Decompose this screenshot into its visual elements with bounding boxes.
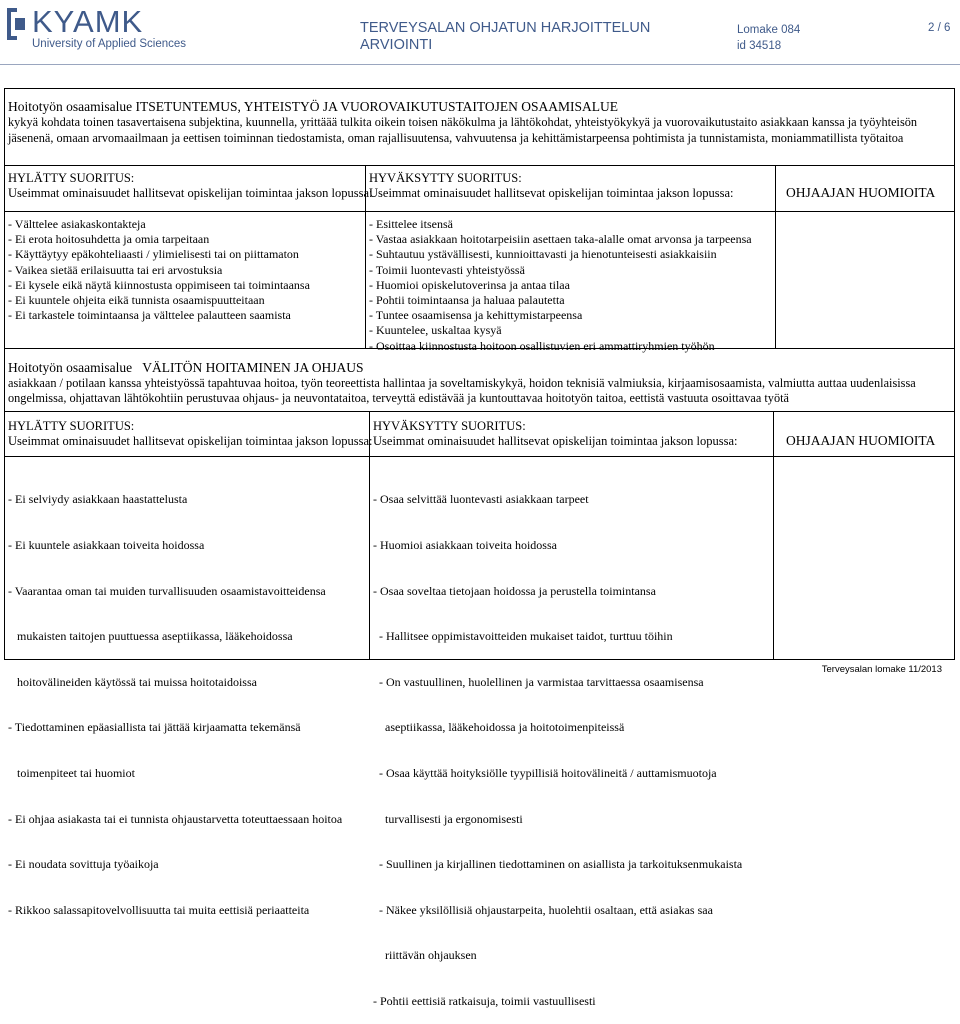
section1-rejected-label: HYLÄTTY SUORITUS: xyxy=(8,171,135,185)
list-item: - Ei noudata sovittuja työaikoja xyxy=(8,857,159,872)
header-divider xyxy=(0,64,960,65)
document-title-line2: ARVIOINTI xyxy=(360,37,433,53)
list-item: - Kuuntelee, uskaltaa kysyä xyxy=(369,323,502,338)
list-item: - Pohtii toimintaansa ja haluaa palautetta xyxy=(369,292,565,307)
list-item: - Suhtautuu ystävällisesti, kunnioittavasti ja hienotunteisesti asiakkaisiin xyxy=(369,247,717,262)
form-label: Lomake 084 xyxy=(737,24,801,36)
section1-notes-label: OHJAAJAN HUOMIOITA xyxy=(786,185,936,200)
list-item: - Käyttäytyy epäkohteliaasti / ylimielisesti tai on piittamaton xyxy=(8,247,299,262)
list-item: - Ei ohjaa asiakasta tai ei tunnista ohjaustarvetta toteuttaessaan hoitoa xyxy=(8,811,343,826)
section2-title-prefix: Hoitotyön osaamisalue xyxy=(8,360,133,375)
row-divider xyxy=(4,211,955,212)
column-divider xyxy=(775,165,776,348)
section2-title xyxy=(8,360,364,375)
section1-accepted-label: HYVÄKSYTTY SUORITUS: xyxy=(369,171,522,185)
list-item: - Osaa selvittää luontevasti asiakkaan tarpeet xyxy=(373,492,589,507)
kyamk-logo xyxy=(4,4,187,52)
section2-description-line1: asiakkaan / potilaan kanssa yhteistyössä tapahtuvaa hoitoa, työn teoreettista hallintaa ja soveltamiskykyä, hoidon teknisiä valmiuksia, kirjaamisosaamista, valmiutta auttaa uudenlaisissa xyxy=(8,376,916,390)
list-item: - Vastaa asiakkaan hoitotarpeisiin asettaen taka-alalle omat arvonsa ja tarpeensa xyxy=(369,232,752,247)
row-divider xyxy=(4,411,955,412)
list-item: - Vaikea sietää erilaisuutta tai eri arvostuksia xyxy=(8,262,223,277)
list-item: - Ei kuuntele ohjeita eikä tunnista osaamispuutteitaan xyxy=(8,292,265,307)
section1-rejected-list xyxy=(8,217,310,323)
list-item: - On vastuullinen, huolellinen ja varmistaa tarvittaessa osaamisensa xyxy=(373,674,704,689)
list-item: - Rikkoo salassapitovelvollisuutta tai muita eettisiä periaatteita xyxy=(8,902,310,917)
section2-title-name: VÄLITÖN HOITAMINEN JA OHJAUS xyxy=(142,360,364,375)
section1-title: Hoitotyön osaamisalue ITSETUNTEMUS, YHTEISTYÖ JA VUOROVAIKUTUSTAITOJEN OSAAMISALUE xyxy=(8,99,619,114)
list-item: turvallisesti ja ergonomisesti xyxy=(373,811,523,826)
list-item: hoitovälineiden käytössä tai muissa hoitotaidoissa xyxy=(8,674,257,689)
section2-description-line2: ongelmissa, ohjattavan lähtökohtiin perustuvaa ohjaus- ja neuvontataitoa, terveyttä edistävää ja kuntouttavaa hoitotyön taitoa, eettistä vastuuta osoittavaa työtä xyxy=(8,391,789,405)
list-item: - Vaarantaa oman tai muiden turvallisuuden osaamistavoitteidensa xyxy=(8,583,326,598)
list-item: - Ei tarkastele toimintaansa ja välttelee palautteen saamista xyxy=(8,308,291,323)
list-item: - Ei kysele eikä näytä kiinnostusta oppimiseen tai toimintaansa xyxy=(8,277,310,292)
list-item: - Ei kuuntele asiakkaan toiveita hoidossa xyxy=(8,538,205,552)
kyamk-logo-icon xyxy=(4,6,28,42)
section2-notes-label: OHJAAJAN HUOMIOITA xyxy=(786,433,936,448)
section1-accepted-subtitle: Useimmat ominaisuudet hallitsevat opiskelijan toimintaa jakson lopussa: xyxy=(369,186,734,200)
list-item: - Hallitsee oppimistavoitteiden mukaiset taidot, turttuu töihin xyxy=(373,629,673,644)
list-item: - Välttelee asiakaskontakteja xyxy=(8,217,146,231)
list-item: - Osaa käyttää hoityksiölle tyypillisiä hoitovälineitä / auttamismuotoja xyxy=(373,765,717,780)
list-item: mukaisten taitojen puuttuessa aseptiikassa, lääkehoidossa xyxy=(8,629,293,644)
list-item: - Toimii luontevasti yhteistyössä xyxy=(369,262,525,277)
form-id: id 34518 xyxy=(737,40,782,52)
list-item: - Pohtii eettisiä ratkaisuja, toimii vastuullisesti xyxy=(373,993,596,1008)
row-divider xyxy=(4,456,955,457)
section1-description-line2: jäsenenä, omaan arvomaailmaan ja eettisen toiminnan tiedostamista, oman rajallisuutensa, vahvuutensa ja kehittämistarpeensa pohtimista ja tunnistamista, moniammatillista työtaitoa xyxy=(8,131,904,145)
section1-description-line1: kykyä kohdata toinen tasavertaisena subjektina, kuunnella, yrittäää tulkita oikein toisen näkökulma ja lähtökohdat, yhteistyökykyä ja vuorovaikutustaito asiakkaan kanssa ja työyhteisön xyxy=(8,115,918,129)
section2-accepted-label: HYVÄKSYTTY SUORITUS: xyxy=(373,419,526,433)
row-divider xyxy=(4,165,955,166)
logo-wordmark: KYAMK xyxy=(32,4,144,39)
column-divider xyxy=(773,411,774,660)
footer-note: Terveysalan lomake 11/2013 xyxy=(821,664,942,675)
section2-accepted-list xyxy=(373,462,742,1024)
logo-subtitle: University of Applied Sciences xyxy=(32,38,187,50)
list-item: - Huomioi opiskelutoverinsa ja antaa tilaa xyxy=(369,277,570,292)
list-item: - Osaa soveltaa tietojaan hoidossa ja perustella toimintansa xyxy=(373,583,656,598)
form-info xyxy=(737,22,800,54)
section2-rejected-subtitle: Useimmat ominaisuudet hallitsevat opiskelijan toimintaa jakson lopussa: xyxy=(8,434,373,448)
list-item: - Tiedottaminen epäasiallista tai jättää kirjaamatta tekemänsä xyxy=(8,720,301,735)
document-title-line1: TERVEYSALAN OHJATUN HARJOITTELUN xyxy=(360,20,651,36)
section2-rejected-label: HYLÄTTY SUORITUS: xyxy=(8,419,135,433)
list-item: - Esittelee itsensä xyxy=(369,217,453,231)
list-item: - Ei erota hoitosuhdetta ja omia tarpeitaan xyxy=(8,232,210,247)
list-item: - Näkee yksilöllisiä ohjaustarpeita, huolehtii osaltaan, että asiakas saa xyxy=(373,902,713,917)
list-item: - Ei selviydy asiakkaan haastattelusta xyxy=(8,492,188,507)
list-item: - Osoittaa kiinnostusta hoitoon osallistuvien eri ammattiryhmien työhön xyxy=(369,338,715,353)
list-item: - Tuntee osaamisensa ja kehittymistarpeensa xyxy=(369,308,583,323)
list-item: riittävän ohjauksen xyxy=(373,948,477,963)
section1-rejected-subtitle: Useimmat ominaisuudet hallitsevat opiskelijan toimintaa jakson lopussa: xyxy=(8,186,373,200)
list-item: aseptiikassa, lääkehoidossa ja hoitotoimenpiteissä xyxy=(373,720,625,735)
list-item: - Huomioi asiakkaan toiveita hoidossa xyxy=(373,538,557,552)
page-number: 2 / 6 xyxy=(928,22,951,34)
list-item: toimenpiteet tai huomiot xyxy=(8,765,135,780)
list-item: - Suullinen ja kirjallinen tiedottaminen on asiallista ja tarkoituksenmukaista xyxy=(373,857,743,872)
section2-rejected-list xyxy=(8,462,342,933)
section1-accepted-list xyxy=(369,217,752,354)
section2-accepted-subtitle: Useimmat ominaisuudet hallitsevat opiskelijan toimintaa jakson lopussa: xyxy=(373,434,738,448)
document-title xyxy=(360,20,650,54)
